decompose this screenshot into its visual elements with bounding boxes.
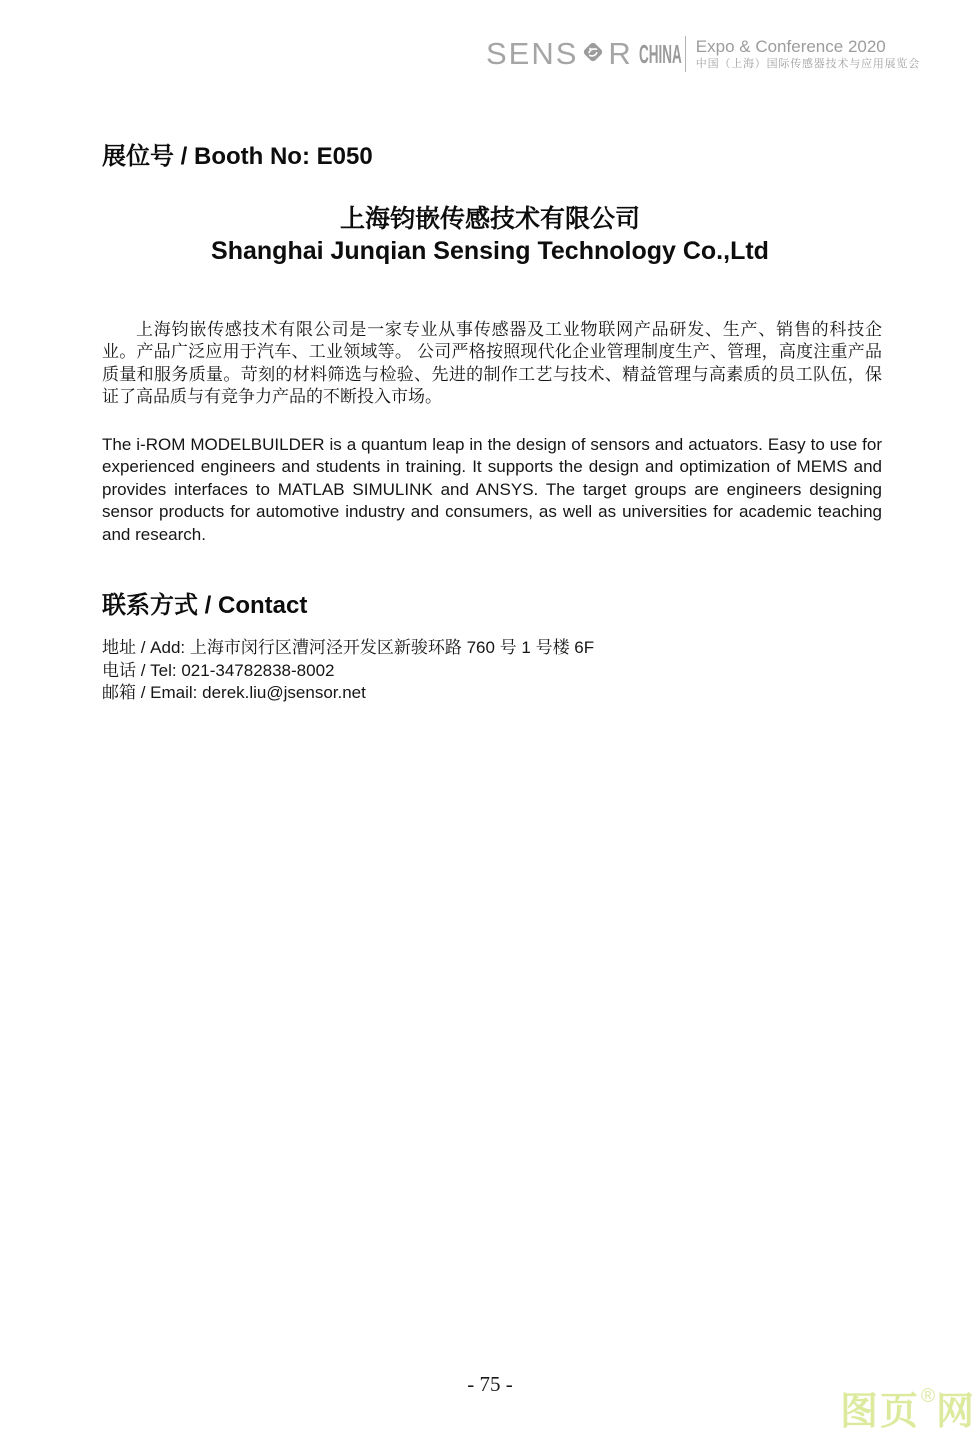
company-description-en: The i-ROM MODELBUILDER is a quantum leap in the design of sensors and actuators. Easy to use for experienced engineers and students in training. It supports the design and optimization of MEMS and provides interfaces to MATLAB SIMULINK and ANSYS. The target groups are engineers designing sensor products for automotive industry and consumers, as well as universities for academic teaching and research. [102,435,882,544]
logo-tagline-en: Expo & Conference 2020 [695,37,886,56]
sensor-china-logo [486,36,920,72]
logo-china-text: CHINA [638,38,682,69]
watermark-text: 图页 [839,1391,920,1433]
company-name-en: Shanghai Junqian Sensing Technology Co.,Ltd [211,237,769,265]
contact-address: 地址 / Add: 上海市闵行区漕河泾开发区新骏环路 760 号 1 号楼 6F [102,638,595,657]
logo-brand-right: R [608,36,633,71]
watermark-text2: 网 [935,1391,976,1433]
logo-brand-left: SENS [485,36,579,71]
contact-tel: 电话 / Tel: 021-34782838-8002 [102,660,335,680]
logo-tagline-cn: 中国（上海）国际传感器技术与应用展览会 [695,58,920,70]
registered-mark-icon: ® [920,1386,935,1407]
contact-email: 邮箱 / Email: derek.liu@jsensor.net [102,683,366,702]
page-number: - 75 - [467,1372,513,1396]
booth-number-heading: 展位号 / Booth No: E050 [102,143,373,170]
company-name-cn: 上海钧嵌传感技术有限公司 [339,205,640,233]
contact-heading: 联系方式 / Contact [102,592,308,619]
watermark [840,1387,976,1431]
company-name-block [0,203,980,267]
sensor-globe-icon [580,37,606,73]
logo-taglines [685,36,920,72]
company-description-cn: 上海钧嵌传感技术有限公司是一家专业从事传感器及工业物联网产品研发、生产、销售的科技企业。产品广泛应用于汽车、工业领域等。 公司严格按照现代化企业管理制度生产、管理，高度注重产品质量和服务质量。苛刻的材料筛选与检验、先进的制作工艺与技术、精益管理与高素质的员工队伍，保证了高品质与有竞争力产品的不断投入市场。 [102,320,882,407]
contact-block [102,637,882,705]
logo-brand-text [486,36,633,72]
